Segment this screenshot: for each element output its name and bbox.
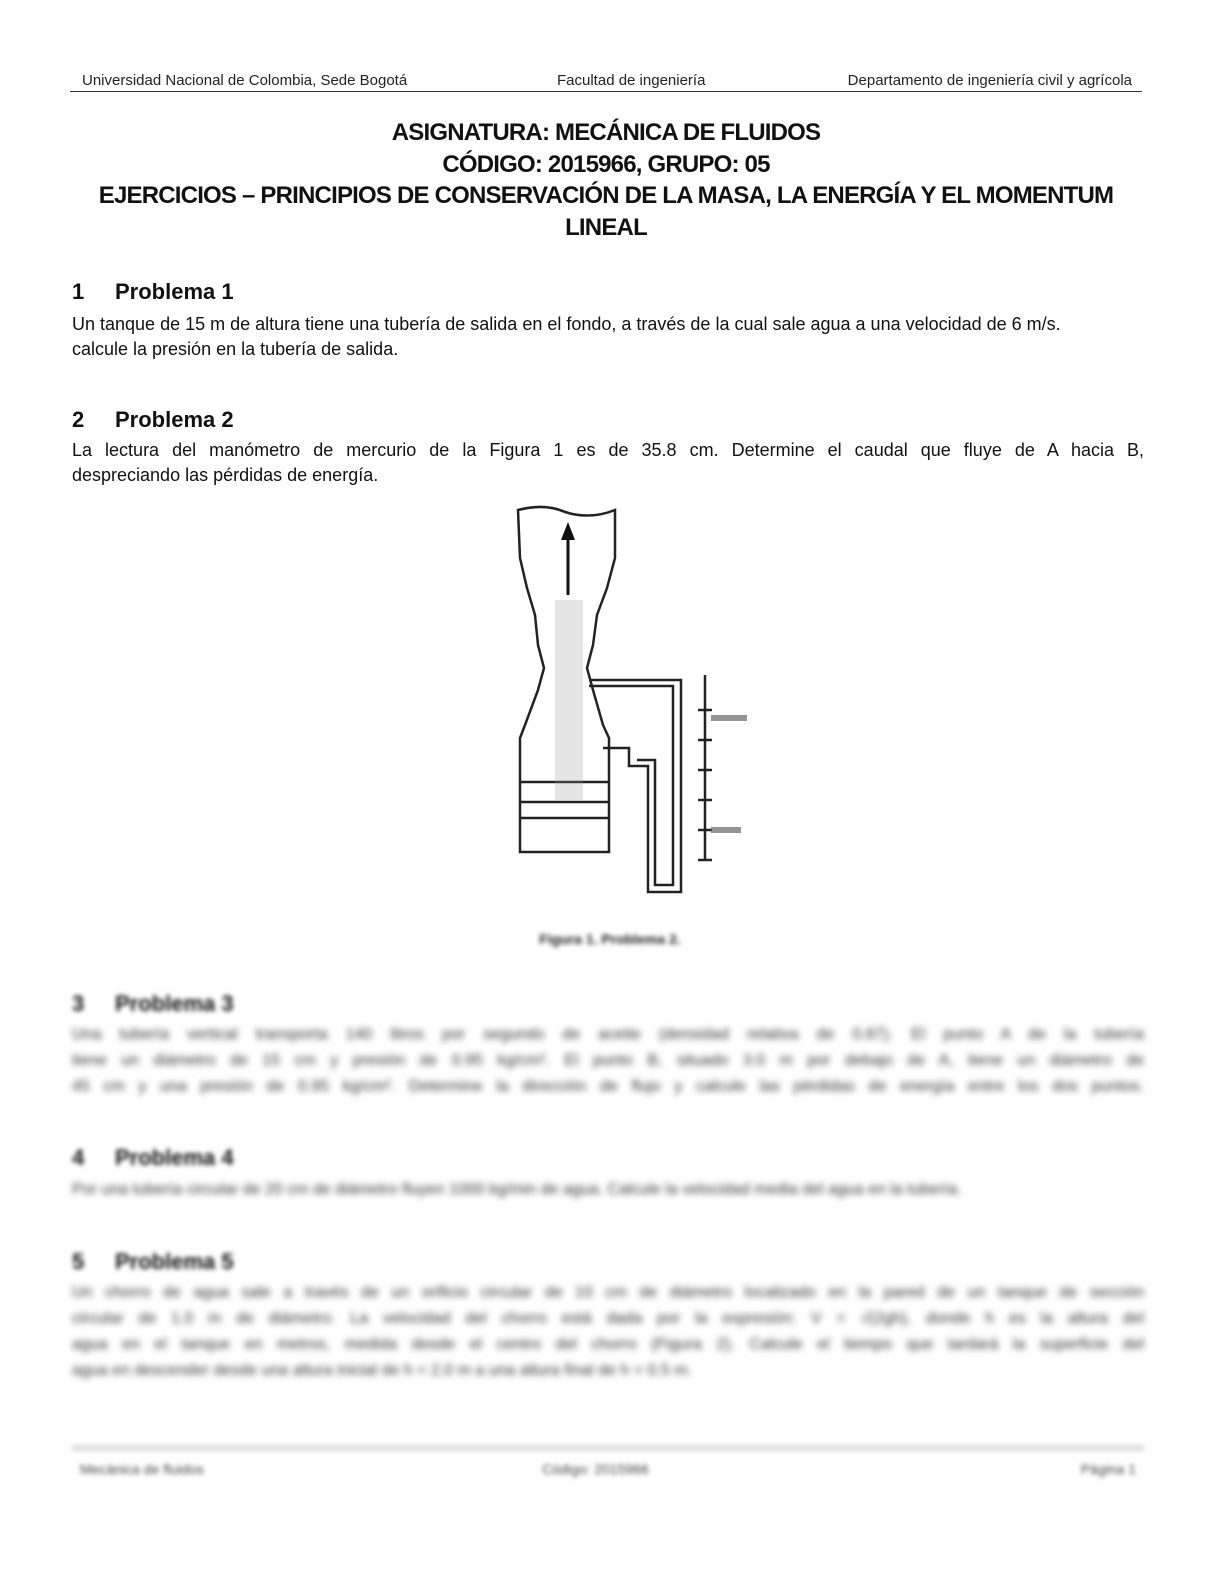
scale-label-upper — [711, 715, 747, 721]
problem-2-line-2: despreciando las pérdidas de energía. — [72, 465, 379, 485]
title-code: CÓDIGO: 2015966, GRUPO: 05 — [442, 150, 770, 178]
problem-4-heading — [72, 1145, 234, 1171]
problem-4-number: 4 — [72, 1145, 85, 1170]
figure-caption: Figura 1. Problema 2. — [539, 931, 681, 947]
footer-course: Mecánica de fluidos — [80, 1461, 204, 1477]
header-department: Departamento de ingeniería civil y agrícola — [847, 72, 1132, 89]
problem-4-line-1: Por una tubería circular de 20 cm de diámetro fluyen 1000 kg/min de agua. Calcule la velocidad media del agua en la tubería. — [72, 1181, 962, 1198]
problem-3-line-3: 45 cm y una presión de 0.95 kg/cm². Determine la dirección de flujo y calcule las pérdidas de energía entre los dos puntos. — [72, 1078, 1144, 1095]
problem-1-line-1: Un tanque de 15 m de altura tiene una tubería de salida en el fondo, a través de la cual sale agua a una velocidad de 6 m/s. — [72, 314, 1061, 334]
problem-2-number: 2 — [72, 407, 85, 432]
problem-5-line-2: circular de 1.0 m de diámetro. La velocidad del chorro está dada por la expresión: V = √(2gh), donde h es la altura del — [72, 1310, 1144, 1327]
problem-5-line-1: Un chorro de agua sale a través de un orificio circular de 10 cm de diámetro localizado en la pared de un tanque de sección — [72, 1284, 1144, 1301]
problem-3-title: Problema 3 — [115, 991, 234, 1016]
problem-5-text — [72, 1280, 1144, 1384]
title-exercises-cont: LINEAL — [565, 213, 647, 241]
problem-1-title: Problema 1 — [115, 279, 234, 304]
problem-1-line-2: calcule la presión en la tubería de salida. — [72, 339, 399, 359]
problem-1-text — [72, 312, 1144, 362]
flow-arrow-head — [561, 522, 575, 540]
footer-page: Página 1 — [1080, 1461, 1136, 1477]
problem-2-title: Problema 2 — [115, 407, 234, 432]
manometer-tube — [589, 680, 681, 892]
venturi-manometer-figure — [505, 500, 755, 900]
header-faculty: Facultad de ingeniería — [557, 72, 706, 89]
page-footer — [72, 1445, 1144, 1481]
page-header — [70, 71, 1142, 92]
problem-3-line-1: Una tubería vertical transporta 140 litros por segundo de aceite (densidad relativa de 0.87). El punto A de la tubería — [72, 1026, 1144, 1043]
problem-3-number: 3 — [72, 991, 85, 1016]
height-scale — [698, 675, 712, 860]
problem-5-line-3: agua en el tanque en metros, medida desde el centro del chorro (Figura 2). Calcule el tiempo que tardará la superficie del — [72, 1336, 1144, 1353]
problem-4-title: Problema 4 — [115, 1145, 234, 1170]
problem-5-number: 5 — [72, 1249, 85, 1274]
problem-5-heading — [72, 1249, 234, 1275]
problem-2-text — [72, 438, 1144, 488]
problem-4-text — [72, 1177, 1144, 1203]
problem-3-heading — [72, 991, 234, 1017]
problem-5-line-4: agua en descender desde una altura inicial de h = 2.0 m a una altura final de h = 0.5 m. — [72, 1362, 692, 1379]
problem-5-title: Problema 5 — [115, 1249, 234, 1274]
title-exercises: EJERCICIOS – PRINCIPIOS DE CONSERVACIÓN DE LA MASA, LA ENERGÍA Y EL MOMENTUM — [98, 182, 1114, 209]
throat-shading — [555, 600, 583, 800]
scale-label-lower — [711, 827, 741, 833]
problem-3-text — [72, 1022, 1144, 1100]
footer-code: Código: 2015966 — [542, 1461, 649, 1477]
problem-2-line-1: La lectura del manómetro de mercurio de la Figura 1 es de 35.8 cm. Determine el caudal que fluye de A hacia B, — [72, 440, 1144, 460]
header-university: Universidad Nacional de Colombia, Sede Bogotá — [82, 72, 408, 89]
problem-1-heading — [72, 279, 234, 305]
problem-2-heading — [72, 407, 234, 433]
document-title — [70, 117, 1142, 243]
problem-3-line-2: tiene un diámetro de 15 cm y presión de 0.95 kg/cm². El punto B, situado 3.0 m por debajo de A, tiene un diámetro de — [72, 1052, 1144, 1069]
title-subject: ASIGNATURA: MECÁNICA DE FLUIDOS — [391, 119, 821, 146]
problem-1-number: 1 — [72, 279, 85, 304]
